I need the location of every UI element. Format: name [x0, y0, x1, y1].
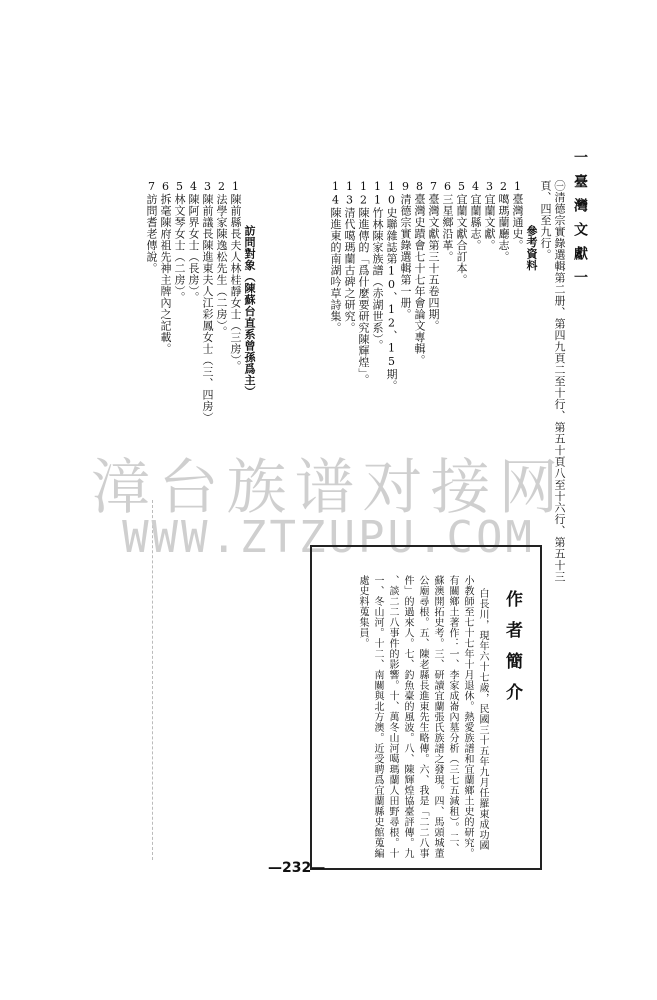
- reference-line: 4宜蘭縣志。: [469, 180, 482, 251]
- interview-line: 1陳前縣長夫人林桂靜女士（三房）。: [229, 180, 242, 372]
- reference-line: 11竹林陳家族譜（赤湖世系）。: [371, 180, 384, 351]
- interviews-title: 訪問對象（陳蘇台直系曾孫爲主）: [243, 225, 256, 398]
- reference-line: 9清德宗實錄選輯第一册。: [399, 180, 412, 320]
- page-header: 一臺灣文獻一: [572, 150, 588, 294]
- interview-line: 5林文琴女士（二房）。: [173, 180, 186, 303]
- page-number: —232—: [268, 860, 326, 876]
- reference-line: 2噶瑪蘭廳志。: [497, 180, 510, 263]
- watermark-text: 漳台族谱对接网: [90, 453, 567, 523]
- interview-line: 2法學家陳逸松先生（二房）。: [215, 180, 228, 338]
- profile-line: 一、冬山河。十二、南關與北方澳。近受聘爲宜蘭縣史館蒐編: [372, 575, 383, 859]
- watermark-url: WWW.ZTZUPU.COM: [122, 512, 535, 563]
- profile-line: 公廟尋根。五、陳老縣長進東先生略傳。六、我是「二二八事: [417, 575, 428, 859]
- profile-line: 、談二二八事件的影響。十、萬冬山河噶瑪蘭人田野尋根。十: [387, 575, 398, 859]
- profile-line: 處史料蒐集員。: [357, 575, 368, 649]
- reference-line: 14陳進東的南湖吟草詩集。: [329, 180, 342, 334]
- reference-line: 10史聯雜誌第10、12、15期。: [385, 180, 398, 392]
- reference-line: 6三星鄉沿革。: [441, 180, 454, 263]
- author-profile-title: 作者簡介: [502, 590, 522, 714]
- reference-line: 7臺灣文獻第三十五卷四期。: [427, 180, 440, 332]
- references-title: 參考資料: [525, 225, 538, 271]
- reference-line: 5宜蘭文獻合訂本。: [455, 180, 468, 286]
- profile-line: 白長川，現年六十七歲，民國三十五年九月任羅東成功國: [477, 588, 488, 851]
- reference-line: 1臺灣通史。: [511, 180, 524, 251]
- profile-line: 小教師至七十七年十月退休。熱愛族譜和宜蘭鄉土史的研究。: [462, 575, 473, 859]
- interview-line: 4陳阿界女士（長房）。: [187, 180, 200, 303]
- profile-line: 蘇澳開拓史考。三、研讀宜蘭張氏族譜之發現。四、馬頭城董: [432, 575, 443, 859]
- profile-line: 件」的過來人。七、釣魚臺的風波。八、陳輝煌協臺評傳。九: [402, 575, 413, 859]
- reference-line: ㊀清德宗實錄選輯第二册、第四九頁二至十行、第五十頁八至十六行、第五十三: [553, 180, 566, 583]
- reference-line: 8臺灣史蹟會七十七年會論文專輯。: [413, 180, 426, 366]
- reference-line: 頁、四至九行。: [539, 180, 552, 261]
- interview-line: 6拆毫陳府祖先神主牌內之記載。: [159, 180, 172, 355]
- profile-line: 有關鄉土著作：一、李家成崙內墓分析（三七五減租）。二、: [447, 575, 458, 854]
- interview-line: 3陳前議長陳進東夫人江彩鳳女士（三、四房）: [201, 180, 214, 424]
- reference-line: 3宜蘭文獻。: [483, 180, 496, 251]
- reference-line: 12陳進傳的「爲什麼要研究陳輝煌」。: [357, 180, 370, 386]
- interview-line: 7訪問耆老傳說。: [145, 180, 158, 274]
- reference-line: 13清代噶瑪蘭古碑之研究。: [343, 180, 356, 334]
